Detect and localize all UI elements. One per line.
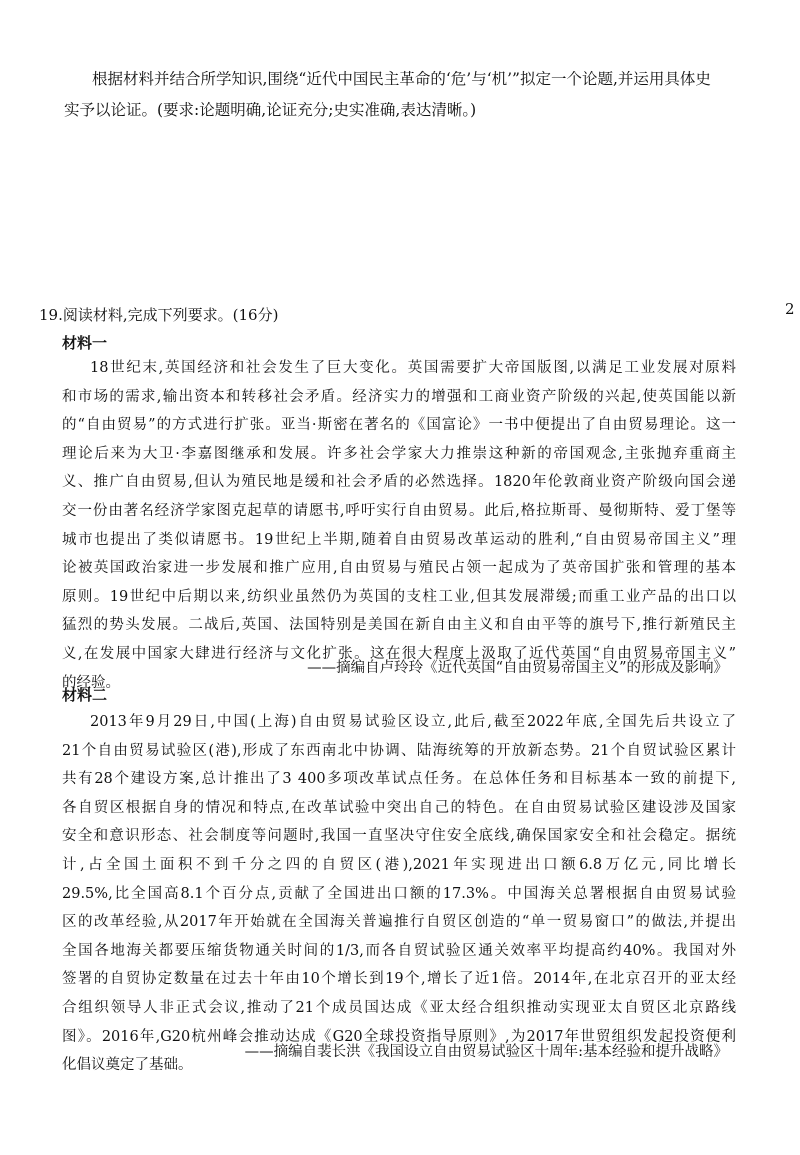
material-two-line: 21个自由贸易试验区(港),形成了东西南北中协调、陆海统筹的开放新态势。21个自贸试验区累计 — [62, 742, 736, 759]
material-one-line: 义,在发展中国家大肆进行经济与文化扩张。这在很大程度上汲取了近代英国“自由贸易帝国主义” — [62, 645, 736, 662]
material-two-line: 安全和意识形态、社会制度等问题时,我国一直坚决守住安全底线,确保国家安全和社会稳定。据统 — [62, 828, 736, 845]
material-two-line: 29.5%,比全国高8.1个百分点,贡献了全国进出口额的17.3%。中国海关总署根据自由贸易试验 — [62, 885, 736, 902]
material-two-title: 材料二 — [62, 686, 108, 704]
material-two-line: 共有28个建设方案,总计推出了3 400多项改革试点任务。在总体任务和目标基本一致的前提下, — [62, 771, 736, 788]
question-heading: 19.阅读材料,完成下列要求。(16分) — [39, 306, 279, 324]
material-one-title: 材料一 — [62, 334, 108, 352]
material-one-line: 原则。19世纪中后期以来,纺织业虽然仍为英国的支柱工业,但其发展滞缓;而重工业产品的出口以 — [62, 588, 736, 605]
essay-prompt — [64, 64, 778, 126]
material-two-line: 化倡议奠定了基础。 — [62, 1057, 193, 1074]
material-one-line: 的“自由贸易”的方式进行扩张。亚当·斯密在著名的《国富论》一书中便提出了自由贸易理论。这一 — [62, 417, 736, 434]
material-two-line: 计,占全国土面积不到千分之四的自贸区(港),2021年实现进出口额6.8万亿元,同比增长 — [62, 856, 736, 873]
material-one-line: 猛烈的势头发展。二战后,英国、法国特别是美国在新自由主义和自由平等的旗号下,推行新殖民主 — [62, 617, 736, 634]
material-one-line: 18世纪末,英国经济和社会发生了巨大变化。英国需要扩大帝国版图,以满足工业发展对原料 — [90, 360, 736, 376]
material-one-line: 的经验。 — [62, 674, 120, 691]
material-two-line: 图》。2016年,G20杭州峰会推动达成《G20全球投资指导原则》,为2017年世贸组织发起投资便利 — [62, 1028, 736, 1045]
material-two-line: 签署的自贸协定数量在过去十年由10个增长到19个,增长了近1倍。2014年,在北京召开的亚太经 — [62, 971, 736, 988]
material-two-text — [62, 708, 736, 1080]
material-two-line: 2013年9月29日,中国(上海)自由贸易试验区设立,此后,截至2022年底,全国先后共设立了 — [90, 714, 736, 730]
material-one-line: 和市场的需求,输出资本和转移社会矛盾。经济实力的增强和工商业资产阶级的兴起,使英国能以新 — [62, 388, 736, 405]
material-two-source: ——摘编自裴长洪《我国设立自由贸易试验区十周年:基本经验和提升战略》 — [244, 1044, 728, 1060]
material-one-line: 义、推广自由贸易,但认为殖民地是缓和社会矛盾的必然选择。1820年伦敦商业资产阶级向国会递 — [62, 474, 736, 491]
material-two-line: 合组织领导人非正式会议,推动了21个成员国达成《亚太经合组织推动实现亚太自贸区北京路线 — [62, 999, 736, 1016]
material-one-line: 论被英国政治家进一步发展和推广应用,自由贸易与殖民占领一起成为了英帝国扩张和管理的基本 — [62, 560, 736, 577]
material-one-line: 理论后来为大卫·李嘉图继承和发展。许多社会学家大力推崇这种新的帝国观念,主张抛弃重商主 — [62, 445, 736, 462]
material-one-source: ——摘编自卢玲玲《近代英国“自由贸易帝国主义”的形成及影响》 — [307, 660, 728, 676]
page-number-fragment: 2 — [785, 300, 795, 318]
essay-prompt-line: 实予以论证。(要求:论题明确,论证充分;史实准确,表达清晰。) — [64, 101, 477, 119]
material-two-line: 区的改革经验,从2017年开始就在全国海关普遍推行自贸区创造的“单一贸易窗口”的做法,并提出 — [62, 914, 736, 931]
material-one-line: 交一份由著名经济学家图克起草的请愿书,呼吁实行自由贸易。此后,格拉斯哥、曼彻斯特、爱丁堡等 — [62, 502, 736, 519]
material-two-line: 各自贸区根据自身的情况和特点,在改革试验中突出自己的特色。在自由贸易试验区建设涉及国家 — [62, 799, 736, 816]
material-one-text — [62, 354, 736, 697]
essay-prompt-line: 根据材料并结合所学知识,围绕“近代中国民主革命的‘危’与‘机’”拟定一个论题,并运用具体史 — [92, 70, 711, 88]
material-two-line: 全国各地海关都要压缩货物通关时间的1/3,而各自贸试验区通关效率平均提高约40%。我国对外 — [62, 942, 736, 959]
material-one-line: 城市也提出了类似请愿书。19世纪上半期,随着自由贸易改革运动的胜利,“自由贸易帝国主义”理 — [62, 531, 736, 548]
